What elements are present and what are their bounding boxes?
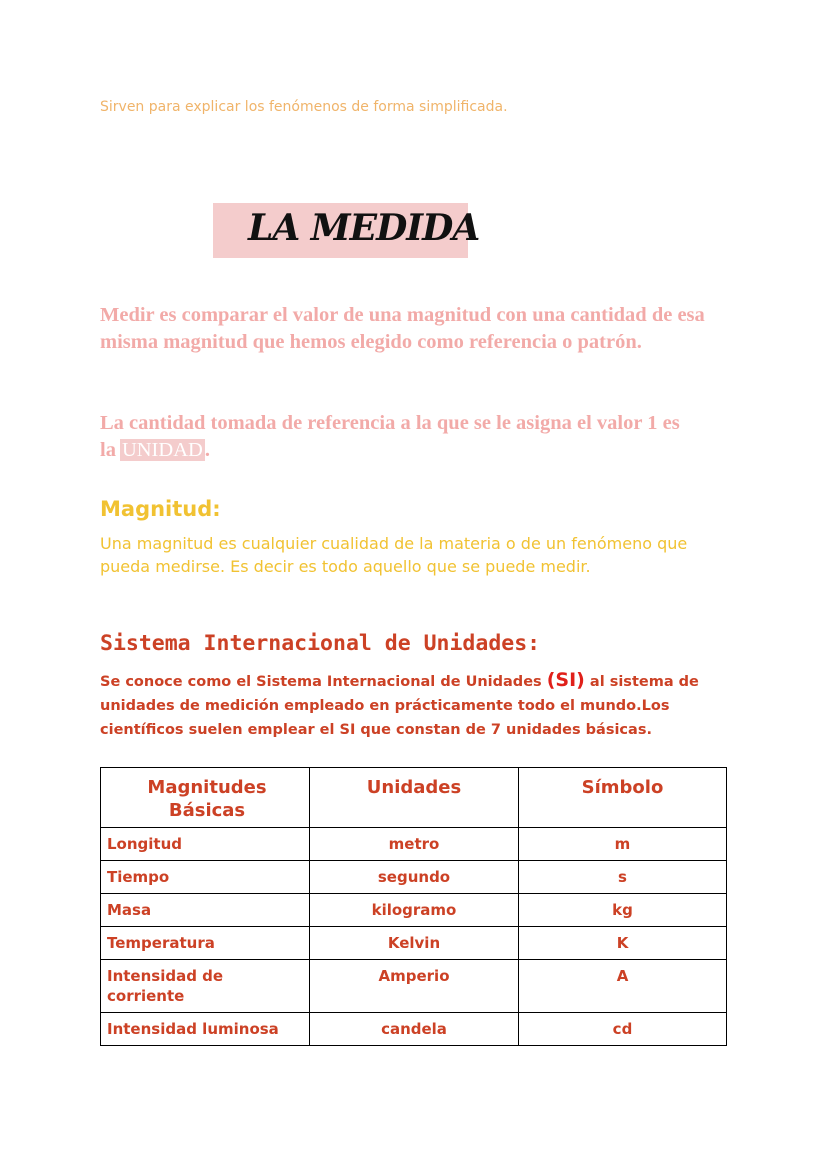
si-text-after: al sistema de unidades de medición empleado en prácticamente todo el mundo.Los científicos suelen emplear el SI que constan de 7 unidades básicas.: [100, 674, 699, 738]
cell-magnitude: Temperatura: [101, 927, 310, 960]
intro-text: Sirven para explicar los fenómenos de forma simplificada.: [100, 99, 508, 115]
table-row: [101, 960, 727, 1013]
cell-symbol: cd: [519, 1013, 727, 1046]
table-row: [101, 1013, 727, 1046]
magnitud-text: Una magnitud es cualquier cualidad de la materia o de un fenómeno que pueda medirse. Es decir es todo aquello que se puede medir.: [100, 534, 688, 576]
cell-unit: candela: [310, 1013, 519, 1046]
cell-unit: metro: [310, 828, 519, 861]
si-text: [100, 668, 730, 742]
header-magnitudes: Magnitudes Básicas: [101, 768, 310, 828]
table-header-row: [101, 768, 727, 828]
cell-unit: Kelvin: [310, 927, 519, 960]
header-unidades: Unidades: [310, 768, 519, 828]
cell-magnitude: Intensidad luminosa: [101, 1013, 310, 1046]
unit-paragraph-text: La cantidad tomada de referencia a la que se le asigna el valor 1 es la: [100, 412, 680, 461]
definition-paragraph: Medir es comparar el valor de una magnitud con una cantidad de esa misma magnitud que hemos elegido como referencia o patrón.: [100, 304, 705, 353]
cell-symbol: kg: [519, 894, 727, 927]
si-text-before: Se conoce como el Sistema Internacional de Unidades: [100, 674, 542, 690]
unit-paragraph: [100, 410, 740, 464]
si-units-table: [100, 767, 727, 1046]
table-row: [101, 861, 727, 894]
cell-unit: Amperio: [310, 960, 519, 1013]
table-row: [101, 927, 727, 960]
cell-magnitude: Intensidad de corriente: [101, 960, 310, 1013]
magnitud-heading: Magnitud:: [100, 497, 221, 521]
si-abbreviation: (SI): [546, 669, 585, 691]
cell-symbol: K: [519, 927, 727, 960]
cell-symbol: m: [519, 828, 727, 861]
cell-symbol: A: [519, 960, 727, 1013]
cell-symbol: s: [519, 861, 727, 894]
table-row: [101, 894, 727, 927]
cell-unit: segundo: [310, 861, 519, 894]
cell-magnitude: Longitud: [101, 828, 310, 861]
cell-unit: kilogramo: [310, 894, 519, 927]
table-row: [101, 828, 727, 861]
si-heading: Sistema Internacional de Unidades:: [100, 631, 541, 656]
unit-paragraph-end: .: [204, 439, 210, 461]
cell-magnitude: Masa: [101, 894, 310, 927]
cell-magnitude: Tiempo: [101, 861, 310, 894]
unit-highlight: UNIDAD: [121, 439, 203, 461]
header-simbolo: Símbolo: [519, 768, 727, 828]
page-title: LA MEDIDA: [248, 207, 480, 249]
